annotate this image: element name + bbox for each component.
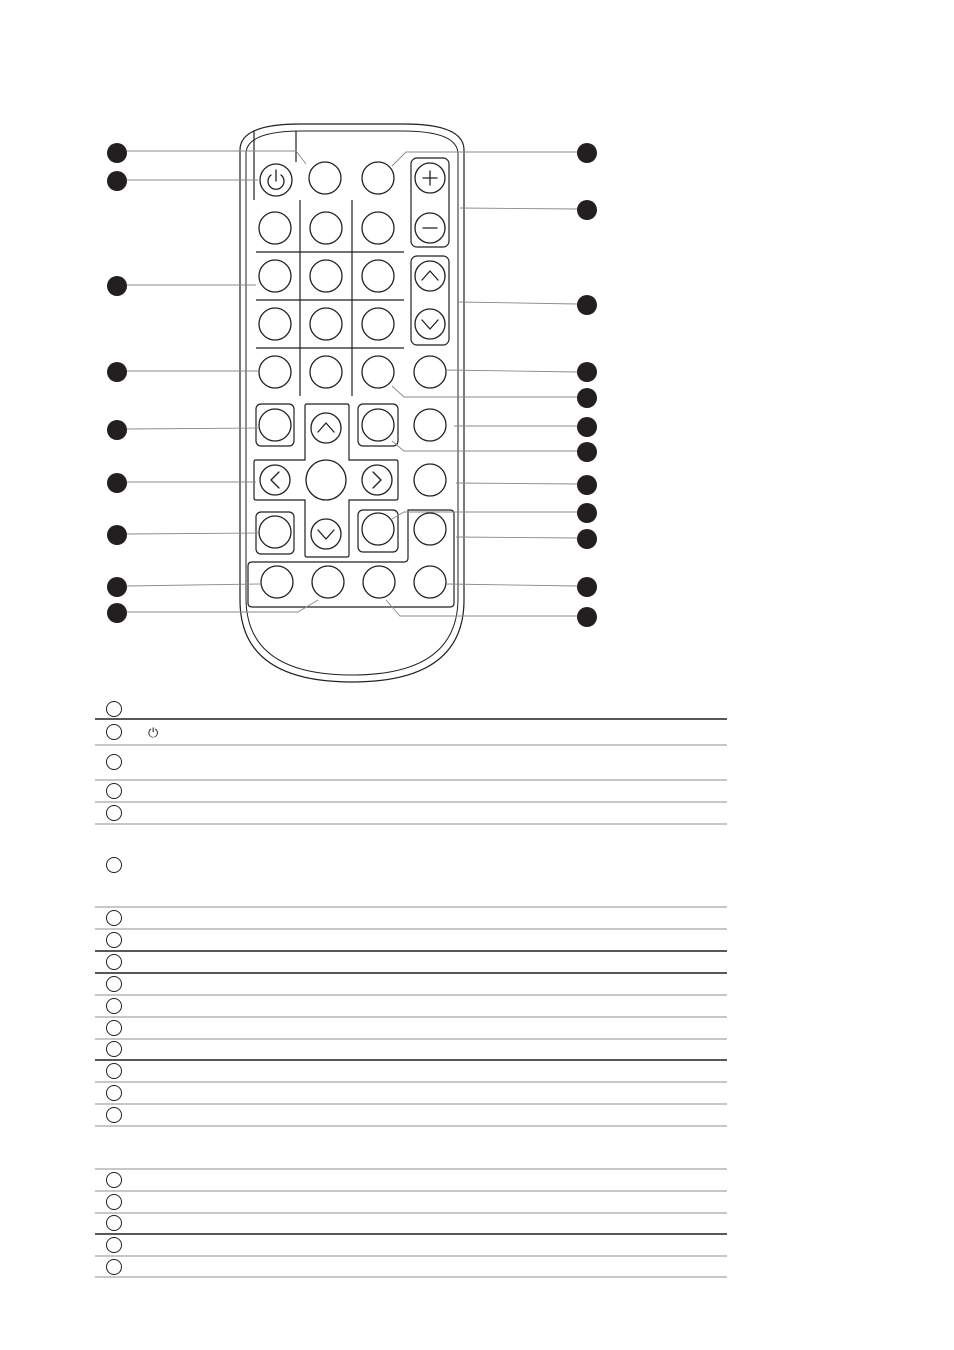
- legend-row-marker: [107, 1086, 122, 1101]
- keypad-button-6[interactable]: [362, 260, 394, 292]
- callout-marker: [577, 503, 597, 523]
- legend-row-marker: [107, 999, 122, 1014]
- bottom-button-2[interactable]: [312, 566, 344, 598]
- callout-marker: [577, 577, 597, 597]
- callout-marker: [577, 529, 597, 549]
- legend-power-symbol: ⏻: [148, 726, 159, 741]
- legend-rules: [95, 719, 727, 1277]
- right-button-2[interactable]: [362, 513, 394, 545]
- legend-row-marker: [107, 955, 122, 970]
- legend-row-marker: [107, 858, 122, 873]
- side-button-1[interactable]: [414, 356, 446, 388]
- legend-row-marker: [107, 911, 122, 926]
- keypad-button-3[interactable]: [362, 212, 394, 244]
- legend-table: [95, 702, 727, 1278]
- side-button-3[interactable]: [414, 464, 446, 496]
- legend-row-marker: [107, 806, 122, 821]
- callout-marker: [107, 143, 127, 163]
- legend-row-marker: [107, 977, 122, 992]
- keypad-button-12[interactable]: [362, 356, 394, 388]
- channel-down-button[interactable]: [415, 309, 445, 339]
- channel-up-button[interactable]: [415, 261, 445, 291]
- legend-row-marker: [107, 1064, 122, 1079]
- bottom-button-3[interactable]: [363, 566, 395, 598]
- callout-marker: [107, 420, 127, 440]
- callout-marker: [107, 525, 127, 545]
- legend-row-marker: [107, 1216, 122, 1231]
- nav-ok-button[interactable]: [306, 460, 346, 500]
- nav-down-button[interactable]: [311, 519, 341, 549]
- keypad-button-4[interactable]: [259, 260, 291, 292]
- legend-row-marker: [107, 1238, 122, 1253]
- button-top-3[interactable]: [362, 162, 394, 194]
- keypad-button-8[interactable]: [310, 308, 342, 340]
- callout-marker: [107, 473, 127, 493]
- side-button-2[interactable]: [414, 409, 446, 441]
- callout-marker: [107, 276, 127, 296]
- callout-marker: [107, 577, 127, 597]
- button-icons: [268, 170, 438, 539]
- nav-right-button[interactable]: [362, 465, 392, 495]
- side-button-4[interactable]: [414, 513, 446, 545]
- callout-marker: [577, 607, 597, 627]
- keypad-button-7[interactable]: [259, 308, 291, 340]
- legend-markers: [107, 702, 122, 1275]
- legend-row-marker: [107, 755, 122, 770]
- keypad-button-5[interactable]: [310, 260, 342, 292]
- legend-row-marker: [107, 1260, 122, 1275]
- callout-marker: [107, 362, 127, 382]
- callout-marker: [577, 442, 597, 462]
- legend-row-marker: [107, 784, 122, 799]
- legend-row-marker: [107, 1195, 122, 1210]
- callout-marker: [107, 603, 127, 623]
- legend-row-marker: [107, 1042, 122, 1057]
- legend-row-marker: [107, 933, 122, 948]
- left-button-1[interactable]: [259, 409, 291, 441]
- callout-marker: [577, 143, 597, 163]
- keypad-button-2[interactable]: [310, 212, 342, 244]
- callout-marker: [577, 295, 597, 315]
- callout-marker: [107, 171, 127, 191]
- bottom-button-1[interactable]: [261, 566, 293, 598]
- bottom-button-4[interactable]: [414, 566, 446, 598]
- callout-marker: [577, 417, 597, 437]
- legend-row-marker: [107, 1021, 122, 1036]
- callout-marker: [577, 475, 597, 495]
- legend-row-marker: [107, 1173, 122, 1188]
- callout-marker: [577, 362, 597, 382]
- callout-marker: [577, 200, 597, 220]
- legend-row-marker: [107, 725, 122, 740]
- right-button-1[interactable]: [362, 409, 394, 441]
- keypad-button-1[interactable]: [259, 212, 291, 244]
- callout-marker: [577, 388, 597, 408]
- legend-row-marker: [107, 1108, 122, 1123]
- left-button-2[interactable]: [259, 516, 291, 548]
- legend-row-marker: [107, 702, 122, 717]
- nav-up-button[interactable]: [311, 413, 341, 443]
- keypad-button-9[interactable]: [362, 308, 394, 340]
- keypad-button-11[interactable]: [310, 356, 342, 388]
- button-top-2[interactable]: [309, 162, 341, 194]
- keypad-button-10[interactable]: [259, 356, 291, 388]
- nav-left-button[interactable]: [260, 465, 290, 495]
